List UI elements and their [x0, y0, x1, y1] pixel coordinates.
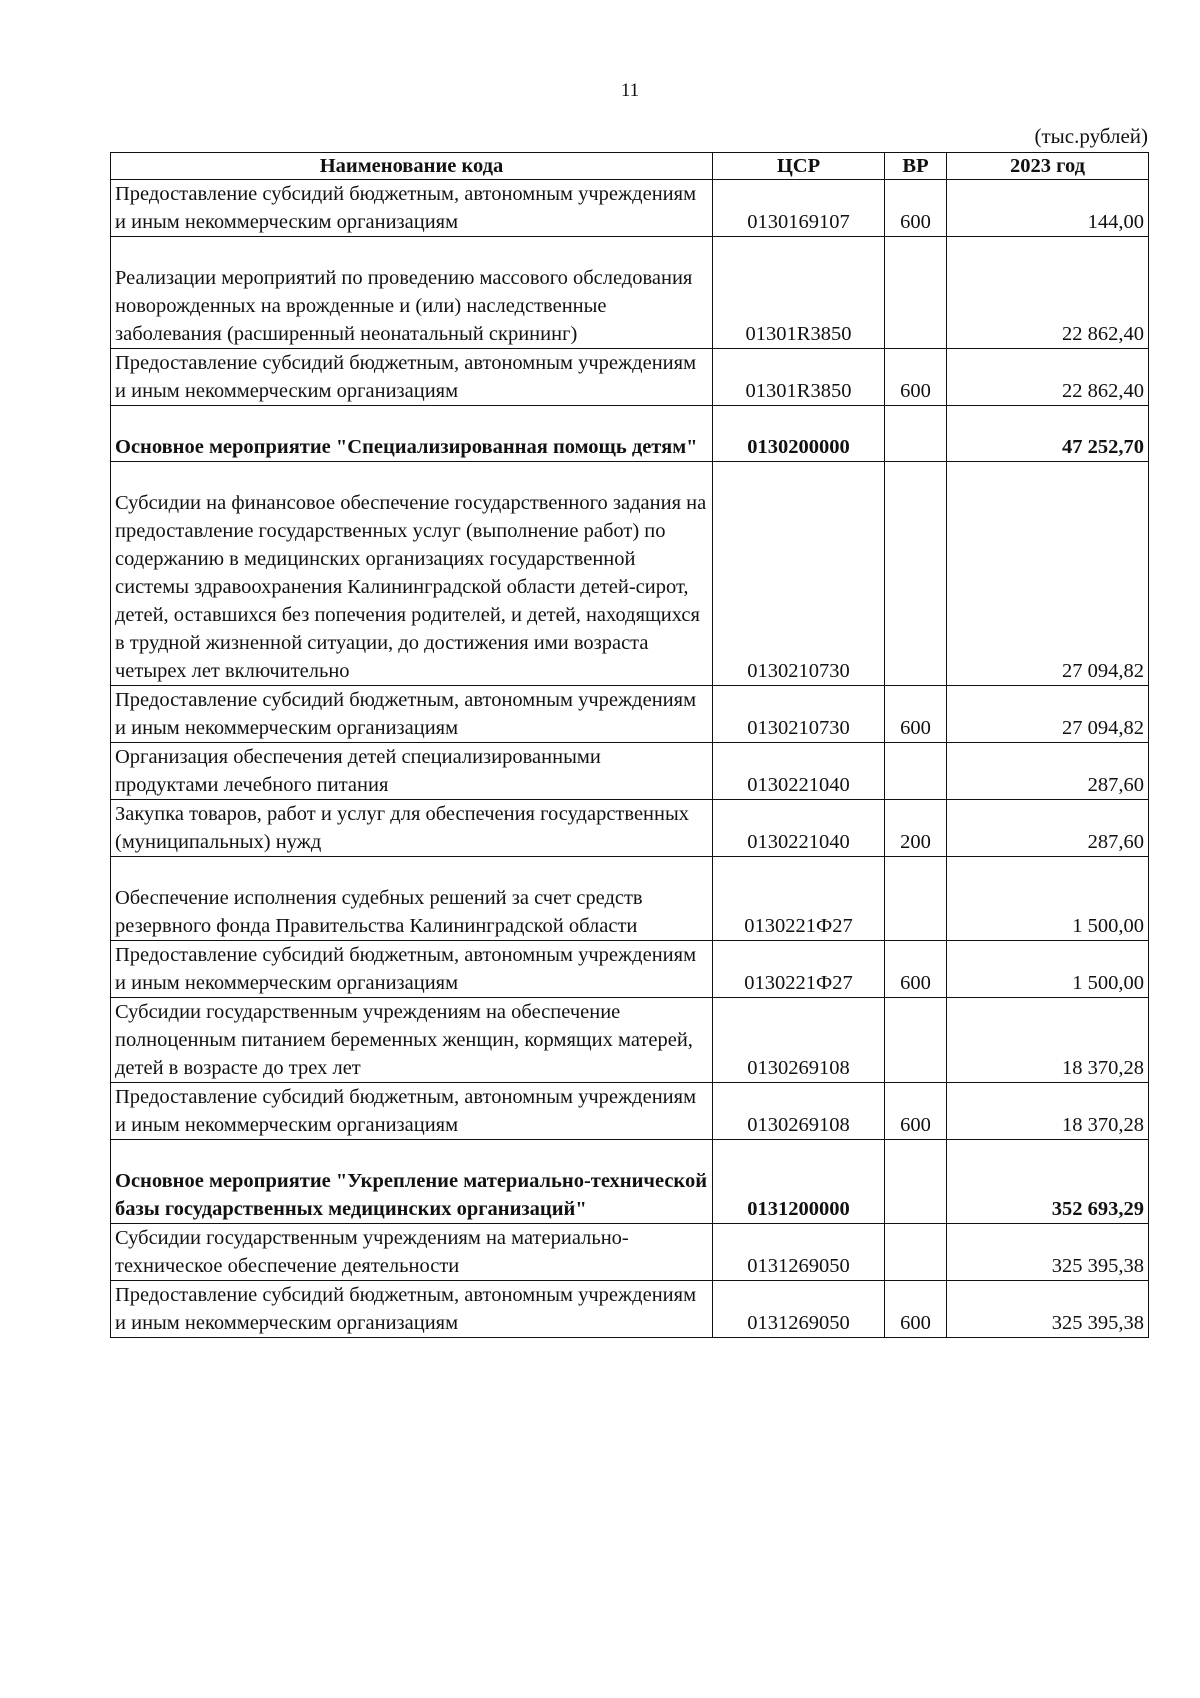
row-vr: 600 [885, 686, 947, 743]
row-amount: 325 395,38 [947, 1281, 1149, 1338]
row-name: Субсидии на финансовое обеспечение государственного задания на предоставление государственных услуг (выполнение работ) по содержанию в медицинских организациях государственной системы здравоохранения Калининградской области детей-сирот, детей, оставшихся без попечения родителей, и детей, находящихся в трудной жизненной ситуации, до достижения ими возраста четырех лет включительно [111, 462, 713, 686]
row-amount: 22 862,40 [947, 237, 1149, 349]
row-vr: 600 [885, 941, 947, 998]
row-vr: 200 [885, 800, 947, 857]
row-vr [885, 998, 947, 1083]
row-name: Предоставление субсидий бюджетным, автономным учреждениям и иным некоммерческим организациям [111, 686, 713, 743]
header-name: Наименование кода [111, 153, 713, 180]
row-amount: 18 370,28 [947, 998, 1149, 1083]
row-code: 0130200000 [713, 406, 885, 462]
row-code: 0130221040 [713, 743, 885, 800]
page-number: 11 [620, 80, 640, 101]
table-row [111, 1140, 1149, 1224]
row-amount: 27 094,82 [947, 462, 1149, 686]
row-name: Предоставление субсидий бюджетным, автономным учреждениям и иным некоммерческим организациям [111, 180, 713, 237]
row-name: Основное мероприятие "Специализированная помощь детям" [111, 406, 713, 462]
row-name: Предоставление субсидий бюджетным, автономным учреждениям и иным некоммерческим организациям [111, 349, 713, 406]
row-name: Предоставление субсидий бюджетным, автономным учреждениям и иным некоммерческим организациям [111, 941, 713, 998]
row-vr: 600 [885, 1281, 947, 1338]
row-amount: 22 862,40 [947, 349, 1149, 406]
row-vr [885, 743, 947, 800]
table-row [111, 998, 1149, 1083]
row-code: 0131269050 [713, 1224, 885, 1281]
budget-table [110, 152, 1149, 1338]
table-header-row [111, 153, 1149, 180]
row-amount: 18 370,28 [947, 1083, 1149, 1140]
row-code: 01301R3850 [713, 237, 885, 349]
row-amount: 1 500,00 [947, 941, 1149, 998]
row-name: Субсидии государственным учреждениям на обеспечение полноценным питанием беременных женщин, кормящих матерей, детей в возрасте до трех лет [111, 998, 713, 1083]
row-code: 0130210730 [713, 686, 885, 743]
row-vr: 600 [885, 1083, 947, 1140]
row-code: 0130169107 [713, 180, 885, 237]
row-name: Закупка товаров, работ и услуг для обеспечения государственных (муниципальных) нужд [111, 800, 713, 857]
header-vr: ВР [885, 153, 947, 180]
table-row [111, 180, 1149, 237]
row-code: 0130221Ф27 [713, 941, 885, 998]
table-row [111, 462, 1149, 686]
row-vr: 600 [885, 349, 947, 406]
row-name: Реализации мероприятий по проведению массового обследования новорожденных на врожденные и (или) наследственные заболевания (расширенный неонатальный скрининг) [111, 237, 713, 349]
units-label: (тыс.рублей) [1034, 124, 1148, 148]
row-name: Обеспечение исполнения судебных решений за счет средств резервного фонда Правительства Калининградской области [111, 857, 713, 941]
header-year: 2023 год [947, 153, 1149, 180]
table-row [111, 857, 1149, 941]
row-code: 0131200000 [713, 1140, 885, 1224]
row-vr [885, 857, 947, 941]
header-code: ЦСР [713, 153, 885, 180]
row-name: Предоставление субсидий бюджетным, автономным учреждениям и иным некоммерческим организациям [111, 1083, 713, 1140]
row-vr: 600 [885, 180, 947, 237]
table-row [111, 743, 1149, 800]
row-name: Предоставление субсидий бюджетным, автономным учреждениям и иным некоммерческим организациям [111, 1281, 713, 1338]
row-vr [885, 1140, 947, 1224]
table-row [111, 1083, 1149, 1140]
row-amount: 352 693,29 [947, 1140, 1149, 1224]
table-row [111, 941, 1149, 998]
row-amount: 27 094,82 [947, 686, 1149, 743]
row-amount: 325 395,38 [947, 1224, 1149, 1281]
row-amount: 47 252,70 [947, 406, 1149, 462]
table-row [111, 237, 1149, 349]
row-amount: 1 500,00 [947, 857, 1149, 941]
row-code: 0130269108 [713, 1083, 885, 1140]
row-vr [885, 237, 947, 349]
row-name: Организация обеспечения детей специализированными продуктами лечебного питания [111, 743, 713, 800]
table-row [111, 686, 1149, 743]
row-name: Основное мероприятие "Укрепление материально-технической базы государственных медицинских организаций" [111, 1140, 713, 1224]
row-code: 0131269050 [713, 1281, 885, 1338]
row-vr [885, 1224, 947, 1281]
row-code: 0130269108 [713, 998, 885, 1083]
row-vr [885, 462, 947, 686]
row-code: 0130221Ф27 [713, 857, 885, 941]
row-name: Субсидии государственным учреждениям на материально-техническое обеспечение деятельности [111, 1224, 713, 1281]
row-amount: 287,60 [947, 800, 1149, 857]
row-amount: 287,60 [947, 743, 1149, 800]
table-row [111, 800, 1149, 857]
row-code: 01301R3850 [713, 349, 885, 406]
table-row [111, 1281, 1149, 1338]
row-amount: 144,00 [947, 180, 1149, 237]
row-code: 0130210730 [713, 462, 885, 686]
row-code: 0130221040 [713, 800, 885, 857]
table-row [111, 1224, 1149, 1281]
table-row [111, 349, 1149, 406]
table-row [111, 406, 1149, 462]
row-vr [885, 406, 947, 462]
